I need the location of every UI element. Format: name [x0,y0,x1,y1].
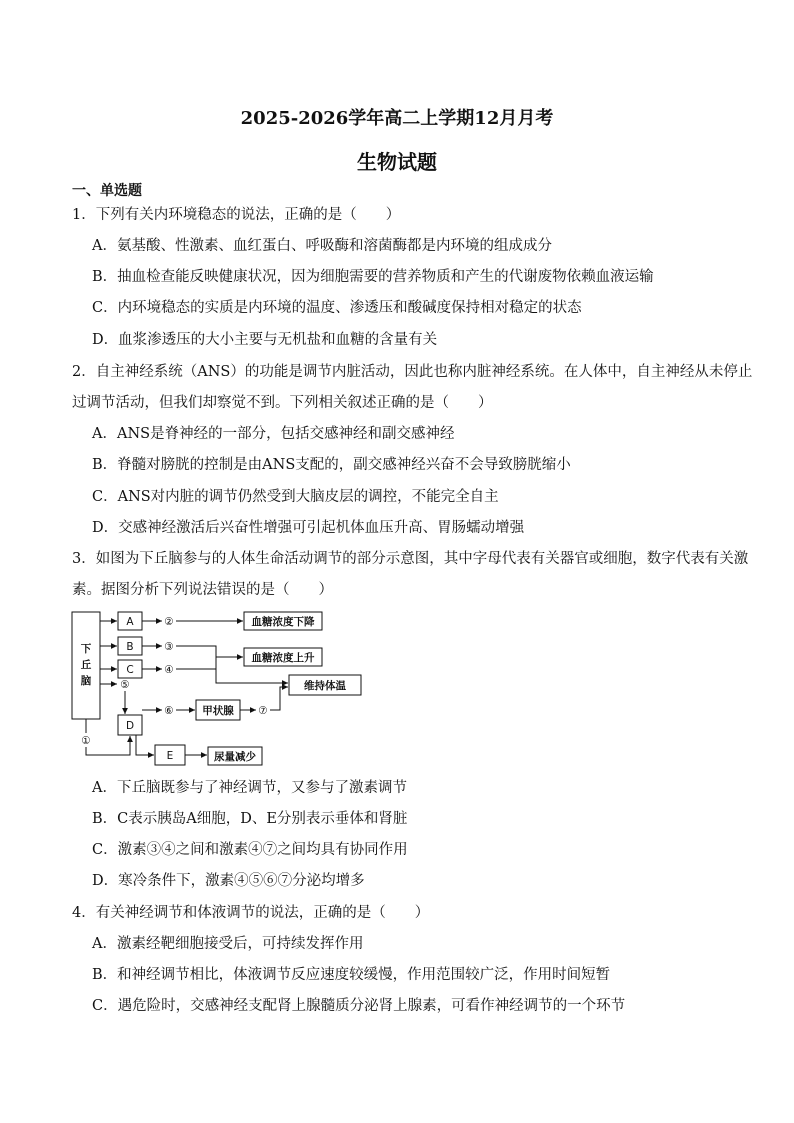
question-2-option-b: B．脊髓对膀胱的控制是由ANS支配的，副交感神经兴奋不会导致膀胱缩小 [92,457,571,473]
hormone-7: ⑦ [258,705,268,717]
hormone-1: ① [81,735,91,747]
question-4-option-c: C．遇危险时，交感神经支配肾上腺髓质分泌肾上腺素，可看作神经调节的一个环节 [92,998,626,1014]
question-3-stem-line2: 素。据图分析下列说法错误的是（ ） [72,582,333,598]
box-b-label: B [126,641,134,653]
question-1-option-a: A．氨基酸、性激素、血红蛋白、呼吸酶和溶菌酶都是内环境的组成成分 [92,238,552,254]
outcome-glucose-up: 血糖浓度上升 [251,652,315,664]
question-2-option-a: A．ANS是脊神经的一部分，包括交感神经和副交感神经 [92,426,455,442]
question-3-stem-line1: 3．如图为下丘脑参与的人体生命活动调节的部分示意图，其中字母代表有关器官或细胞，数字代表有关激 [72,551,749,567]
hormone-5: ⑤ [120,679,130,691]
hormone-3: ③ [164,641,174,653]
question-3-option-b: B．C表示胰岛A细胞，D、E分别表示垂体和肾脏 [92,811,408,827]
question-2-stem-line2: 过调节活动，但我们却察觉不到。下列相关叙述正确的是（ ） [72,395,493,411]
outcome-urine: 尿量减少 [214,751,256,763]
box-c-label: C [126,664,134,676]
box-e-label: E [166,750,174,762]
question-1-stem: 1．下列有关内环境稳态的说法，正确的是（ ） [72,207,401,223]
box-d-label: D [125,720,135,732]
thyroid-label: 甲状腺 [202,705,234,717]
question-3-option-c: C．激素③④之间和激素④⑦之间均具有协同作用 [92,842,408,858]
question-3-option-d: D．寒冷条件下，激素④⑤⑥⑦分泌均增多 [92,873,365,889]
hormone-6: ⑥ [164,705,174,717]
regulation-diagram [68,607,368,769]
question-1-option-b: B．抽血检查能反映健康状况，因为细胞需要的营养物质和产生的代谢废物依赖血液运输 [92,269,654,285]
hormone-2: ② [164,616,174,628]
hypothalamus-label-char2: 丘 [80,659,92,671]
question-1-option-d: D．血浆渗透压的大小主要与无机盐和血糖的含量有关 [92,332,438,348]
question-2-option-d: D．交感神经激活后兴奋性增强可引起机体血压升高、胃肠蠕动增强 [92,520,525,536]
question-3-option-a: A．下丘脑既参与了神经调节，又参与了激素调节 [92,780,407,796]
outcome-glucose-down: 血糖浓度下降 [251,616,315,628]
question-4-option-a: A．激素经靶细胞接受后，可持续发挥作用 [92,936,364,952]
question-1-option-c: C．内环境稳态的实质是内环境的温度、渗透压和酸碱度保持相对稳定的状态 [92,300,582,316]
hypothalamus-label-char1: 下 [80,643,92,655]
exam-title: 2025-2026学年高二上学期12月月考 [240,108,554,129]
hormone-4: ④ [164,664,174,676]
hypothalamus-label-char3: 脑 [80,675,92,687]
section-heading: 一、单选题 [72,183,142,199]
box-a-label: A [126,616,134,628]
exam-subject: 生物试题 [357,150,437,174]
question-4-stem: 4．有关神经调节和体液调节的说法，正确的是（ ） [72,905,430,921]
question-2-stem-line1: 2．自主神经系统（ANS）的功能是调节内脏活动，因此也称内脏神经系统。在人体中，自主神经从未停止 [72,364,753,380]
question-4-option-b: B．和神经调节相比，体液调节反应速度较缓慢，作用范围较广泛，作用时间短暂 [92,967,611,983]
outcome-temperature: 维持体温 [304,680,346,692]
question-2-option-c: C．ANS对内脏的调节仍然受到大脑皮层的调控，不能完全自主 [92,489,499,505]
